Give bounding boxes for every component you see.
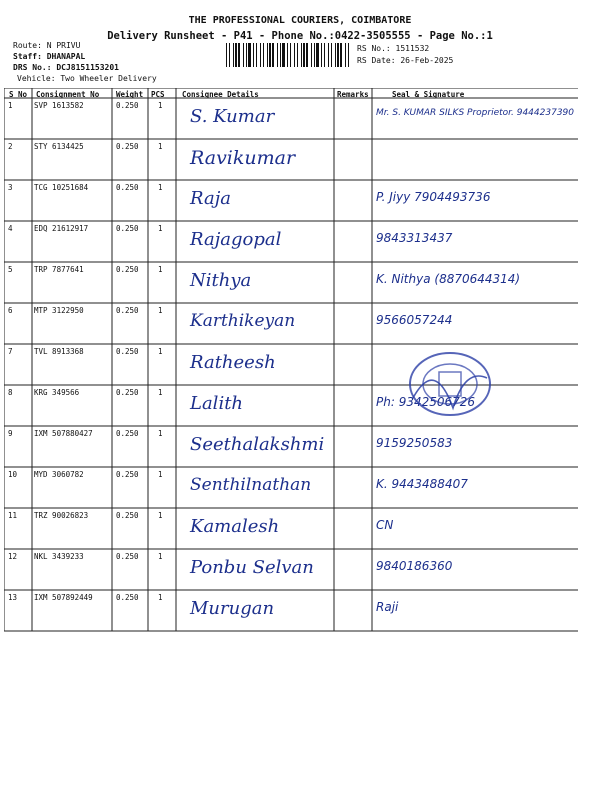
col-weight: Weight [116,90,144,99]
row-consignee-handwritten: Ravikumar [190,147,296,169]
row-sno: 7 [8,347,13,356]
row-sno: 8 [8,388,13,397]
row-pcs: 1 [158,265,163,274]
col-remarks: Remarks [337,90,369,99]
row-weight: 0.250 [116,224,139,233]
route-text: Route: N PRIVU [13,41,81,50]
row-consignee-handwritten: Nithya [190,270,252,291]
row-signature: 9843313437 [376,231,453,245]
row-pcs: 1 [158,429,163,438]
row-pcs: 1 [158,101,163,110]
row-consignment-no: IXM 507892449 [34,593,93,602]
company-title: THE PROFESSIONAL COURIERS, COIMBATORE [188,15,412,26]
rs-date: RS Date: 26-Feb-2025 [357,56,454,65]
row-consignment-no: EDQ 21612917 [34,224,89,233]
row-consignee-handwritten: Lalith [190,393,244,414]
row-sno: 10 [8,470,18,479]
row-weight: 0.250 [116,306,139,315]
row-signature: 9566057244 [376,313,453,327]
row-sno: 2 [8,142,13,151]
row-pcs: 1 [158,224,163,233]
row-weight: 0.250 [116,388,139,397]
row-pcs: 1 [158,388,163,397]
row-consignment-no: SVP 1613582 [34,101,84,110]
row-signature: K. Nithya (8870644314) [376,272,521,286]
row-weight: 0.250 [116,265,139,274]
row-consignee-handwritten: Karthikeyan [190,311,296,331]
row-signature: Mr. S. KUMAR SILKS Proprietor. 9444237390 [376,108,574,118]
row-signature: 9159250583 [376,436,453,450]
row-consignment-no: MTP 3122950 [34,306,84,315]
row-sno: 3 [8,183,13,192]
row-consignee-handwritten: Kamalesh [190,516,280,537]
rs-number: RS No.: 1511532 [357,44,430,53]
col-consignment: Consignment No [36,90,100,99]
row-consignment-no: MYD 3060782 [34,470,84,479]
row-sno: 13 [8,593,18,602]
row-consignee-handwritten: Rajagopal [190,229,282,250]
row-consignment-no: KRG 349566 [34,388,80,397]
row-pcs: 1 [158,552,163,561]
vehicle-text: Vehicle: Two Wheeler Delivery [17,74,157,83]
row-sno: 5 [8,265,13,274]
row-consignee-handwritten: Murugan [190,598,275,619]
row-consignee-handwritten: Seethalakshmi [190,434,325,455]
row-signature: CN [376,518,394,532]
row-signature: Raji [376,600,399,614]
row-consignment-no: STY 6134425 [34,142,84,151]
row-consignee-handwritten: S. Kumar [190,106,275,127]
row-weight: 0.250 [116,593,139,602]
staff-text: Staff: DHANAPAL [13,52,86,61]
row-weight: 0.250 [116,511,139,520]
row-sno: 12 [8,552,18,561]
row-weight: 0.250 [116,101,139,110]
row-pcs: 1 [158,470,163,479]
drs-number: DRS No.: DCJ8151153201 [13,63,119,72]
barcode-icon [226,43,352,67]
col-signature: Seal & Signature [392,90,465,99]
row-consignee-handwritten: Ratheesh [190,352,276,373]
row-consignment-no: TVL 8913368 [34,347,84,356]
company-seal-icon [405,348,495,420]
row-pcs: 1 [158,142,163,151]
row-pcs: 1 [158,183,163,192]
row-consignee-handwritten: Raja [190,188,232,209]
row-pcs: 1 [158,593,163,602]
row-consignment-no: TRZ 90026823 [34,511,89,520]
row-pcs: 1 [158,306,163,315]
runsheet-subtitle: Delivery Runsheet - P41 - Phone No.:0422-3505555 - Page No.:1 [107,30,493,42]
row-weight: 0.250 [116,183,139,192]
row-consignee-handwritten: Senthilnathan [190,475,312,495]
row-consignment-no: IXM 507880427 [34,429,93,438]
row-weight: 0.250 [116,552,139,561]
row-sno: 9 [8,429,13,438]
row-pcs: 1 [158,347,163,356]
col-consignee: Consignee Details [182,90,259,99]
row-weight: 0.250 [116,429,139,438]
row-weight: 0.250 [116,470,139,479]
row-weight: 0.250 [116,142,139,151]
row-weight: 0.250 [116,347,139,356]
row-signature: 9840186360 [376,559,453,573]
col-sno: S No [9,90,28,99]
row-signature: K. 9443488407 [376,477,468,491]
row-sno: 4 [8,224,13,233]
row-signature: P. Jiyy 7904493736 [376,190,491,204]
row-consignment-no: TCG 10251684 [34,183,89,192]
row-sno: 11 [8,511,18,520]
row-consignment-no: NKL 3439233 [34,552,84,561]
col-pcs: PCS [151,90,165,99]
row-pcs: 1 [158,511,163,520]
row-sno: 1 [8,101,13,110]
row-signature: Ph: 9342506726 [376,395,476,409]
row-consignment-no: TRP 7877641 [34,265,84,274]
row-sno: 6 [8,306,13,315]
row-consignee-handwritten: Ponbu Selvan [190,557,314,578]
